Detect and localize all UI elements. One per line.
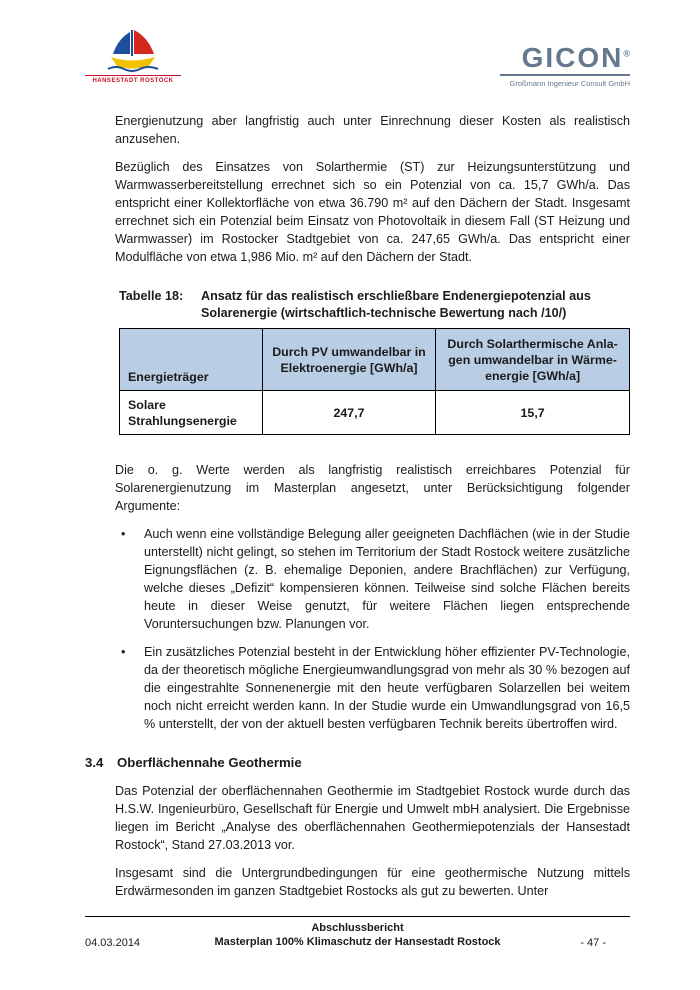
solar-potential-table — [119, 328, 630, 435]
footer-report-type: Abschlussbericht — [311, 922, 404, 934]
column-header-energietraeger: Energieträger — [120, 329, 263, 391]
list-item — [115, 525, 630, 633]
table-caption-label: Tabelle 18: — [119, 289, 184, 303]
gicon-wordmark — [500, 44, 630, 72]
rostock-ship-icon — [104, 28, 162, 72]
footer-divider — [85, 916, 630, 917]
gicon-logo — [500, 44, 630, 88]
table-caption-text: Ansatz für das realistisch erschließbare Endenergiepotenzial aus Solarenergie (wirtschaftlich-technische Bewertung nach /10/) — [201, 289, 591, 320]
registered-mark: ® — [623, 48, 630, 59]
paragraph-1: Energienutzung aber langfristig auch unter Einrechnung dieser Kosten als realistisch anzusehen. — [115, 114, 630, 146]
gicon-text: GICON — [521, 42, 624, 73]
paragraph-2: Bezüglich des Einsatzes von Solarthermie (ST) zur Heizungsunterstützung und Warmwasserbereitstellung errechnet sich so ein Potenzial von ca. 15,7 GWh/a. Das entspricht einer Kollektorfläche von etwa 36.790 m² auf den Dächern der Stadt. Insgesamt errechnet sich ein Potenzial beim Einsatz von Photovoltaik in diesem Fall (ST Heizung und Warmwasser) im Rostocker Stadtgebiet von ca. 247,65 GWh/a. Das entspricht einer Modulfläche von etwa 1,986 Mio. m² auf den Dächern der Stadt. — [115, 160, 630, 264]
rostock-logo-text: HANSESTADT ROSTOCK — [85, 75, 181, 84]
table-header-row — [120, 329, 630, 391]
cell-pv-value: 247,7 — [262, 391, 435, 435]
hansestadt-rostock-logo — [85, 28, 181, 84]
bullet-text-2: Ein zusätzliches Potenzial besteht in der Entwicklung höher effizienter PV-Technologie, da der theoretisch mögliche Energieumwandlungsgrad von mehr als 30 % bezogen auf die eingestrahlte Sonnenenergie mit den heute verfügbaren Solarzellen bei weitem noch nicht erreicht werden kann. In der Studie wurde ein Umwandlungsgrad von 16,5 % unterstellt, der von der aktuell besten verfügbaren Technik bereits übertroffen wird. — [144, 645, 630, 731]
page-content — [85, 112, 630, 910]
section-heading — [85, 755, 630, 770]
footer-row — [85, 921, 630, 949]
footer-date: 04.03.2014 — [85, 937, 141, 949]
cell-solarthermie-value: 15,7 — [436, 391, 630, 435]
bullet-marker: • — [121, 645, 126, 659]
footer-report-title: Masterplan 100% Klimaschutz der Hansestadt Rostock — [214, 936, 501, 948]
paragraph-4: Das Potenzial der oberflächennahen Geothermie im Stadtgebiet Rostock wurde durch das H.S.W. Ingenieurbüro, Gesellschaft für Energie und Umwelt mbH analysiert. Die Ergebnisse liegen im Bericht „Analyse des oberflächennahen Geothermiepotenzials der Hansestadt Rostock“, Stand 27.03.2013 vor. — [115, 784, 630, 852]
paragraph-5: Insgesamt sind die Untergrundbedingungen für eine geothermische Nutzung mittels Erdwärmesonden im ganzen Stadtgebiet Rostocks als gut zu bewerten. Unter — [115, 866, 630, 898]
table-caption — [119, 288, 630, 322]
bullet-list — [115, 525, 630, 733]
column-header-pv: Durch PV umwandelbar in Elektroenergie [GWh/a] — [262, 329, 435, 391]
table-row — [120, 391, 630, 435]
footer-title-block — [180, 921, 535, 949]
page-number: - 47 - — [580, 937, 606, 949]
section-number: 3.4 — [85, 755, 104, 770]
list-item — [115, 643, 630, 733]
cell-energietraeger: Solare Strahlungsenergie — [120, 391, 263, 435]
gicon-rule — [500, 74, 630, 76]
bullet-text-1: Auch wenn eine vollständige Belegung aller geeigneten Dachflächen (wie in der Studie unterstellt) nicht gelingt, so stehen im Territorium der Stadt Rostock weitere zusätzliche Eignungsflächen (z. B. ehemalige Deponien, andere Brachflächen) zur Verfügung, welche dieses „Defizit“ kompensieren können. Teilweise sind solche Flächen bereits heute in dieser Weise genutzt, für weitere Flächen liegen entsprechende Voruntersuchungen bzw. Planungen vor. — [144, 527, 630, 631]
gicon-subtitle: Großmann Ingenieur Consult GmbH — [509, 79, 630, 88]
section-title: Oberflächennahe Geothermie — [117, 755, 302, 770]
column-header-solarthermie: Durch Solarthermische Anlagen umwandelbar in Wärmeenergie [GWh/a] — [436, 329, 630, 391]
paragraph-3: Die o. g. Werte werden als langfristig realistisch erreichbares Potenzial für Solarenergienutzung im Masterplan angesetzt, unter Berücksichtigung folgender Argumente: — [115, 463, 630, 513]
bullet-marker: • — [121, 527, 126, 541]
page-footer — [85, 916, 630, 949]
